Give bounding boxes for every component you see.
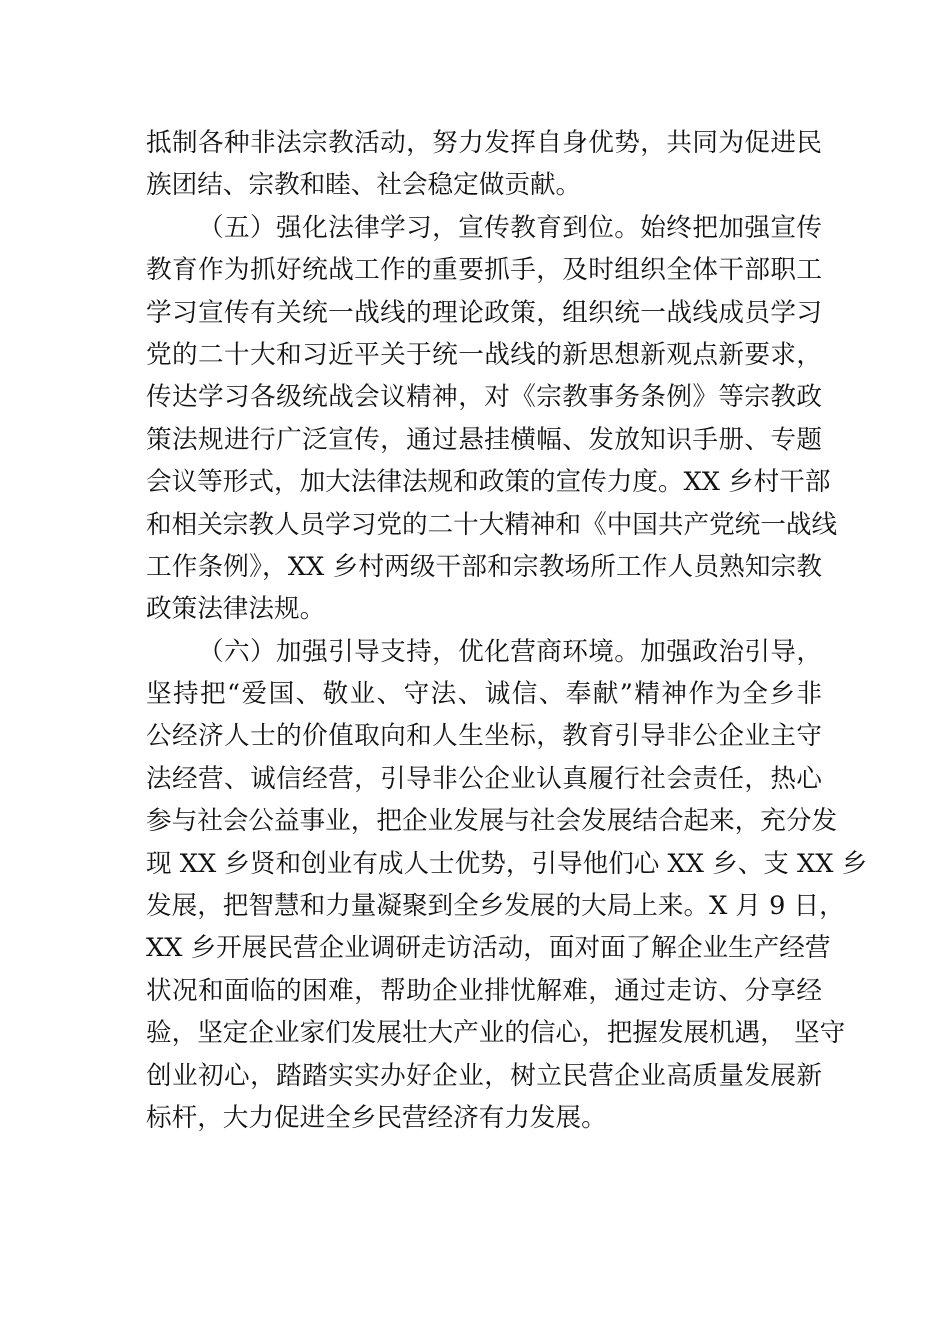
- text-line: 法经营、诚信经营，引导非公企业认真履行社会责任，热心: [146, 763, 822, 794]
- text-line: 抵制各种非法宗教活动，努力发挥自身优势，共同为促进民: [146, 128, 822, 158]
- text-line: 参与社会公益事业，把企业发展与社会发展结合起来，充分发: [146, 806, 838, 837]
- text-line: 标杆，大力促进全乡民营经济有力发展。: [146, 1102, 607, 1133]
- text-line: 策法规进行广泛宣传，通过悬挂横幅、发放知识手册、专题: [146, 424, 822, 455]
- text-line: 验，坚定企业家们发展壮大产业的信心，把握发展机遇， 坚守: [146, 1018, 846, 1049]
- text-line: XX 乡开展民营企业调研走访活动，面对面了解企业生产经营: [146, 933, 831, 964]
- document-body: [146, 122, 868, 1139]
- text-line: （五）强化法律学习，宣传教育到位。始终把加强宣传: [198, 212, 822, 243]
- text-line: 会议等形式，加大法律法规和政策的宣传力度。XX 乡村干部: [146, 467, 831, 498]
- paragraph-1: [146, 122, 822, 207]
- text-line: （六）加强引导支持，优化营商环境。加强政治引导，: [198, 636, 822, 667]
- text-line: 族团结、宗教和睦、社会稳定做贡献。: [146, 170, 582, 201]
- paragraph-3: [146, 631, 868, 1140]
- text-line: 现 XX 乡贤和创业有成人士优势，引导他们心 XX 乡、支 XX 乡: [146, 848, 868, 879]
- text-line: 发展，把智慧和力量凝聚到全乡发展的大局上来。X 月 9 日，: [146, 891, 845, 922]
- text-line: 创业初心，踏踏实实办好企业，树立民营企业高质量发展新: [146, 1060, 822, 1091]
- text-line: 坚持把“爱国、敬业、守法、诚信、奉献”精神作为全乡非: [146, 679, 822, 710]
- text-line: 和相关宗教人员学习党的二十大精神和《中国共产党统一战线: [146, 509, 838, 540]
- text-line: 传达学习各级统战会议精神，对《宗教事务条例》等宗教政: [146, 382, 822, 413]
- text-line: 学习宣传有关统一战线的理论政策，组织统一战线成员学习: [146, 297, 822, 328]
- text-line: 状况和面临的困难，帮助企业排忧解难，通过走访、分享经: [146, 975, 822, 1006]
- text-line: 政策法律法规。: [146, 594, 326, 625]
- text-line: 教育作为抓好统战工作的重要抓手，及时组织全体干部职工: [146, 255, 822, 286]
- text-line: 党的二十大和习近平关于统一战线的新思想新观点新要求，: [146, 339, 822, 370]
- paragraph-2: [146, 207, 838, 631]
- text-line: 工作条例》，XX 乡村两级干部和宗教场所工作人员熟知宗教: [146, 551, 822, 582]
- text-line: 公经济人士的价值取向和人生坐标，教育引导非公企业主守: [146, 721, 822, 752]
